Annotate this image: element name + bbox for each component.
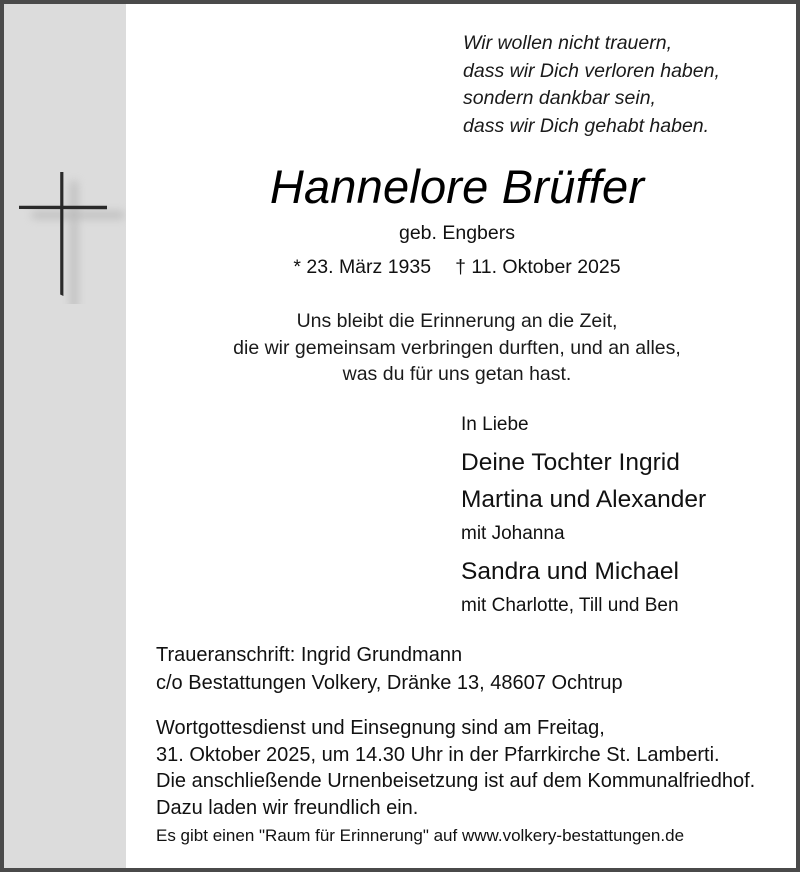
condolence-address	[156, 641, 623, 697]
verse-line-1: Uns bleibt die Erinnerung an die Zeit,	[296, 310, 618, 332]
service-line-2: 31. Oktober 2025, um 14.30 Uhr in der Pfarrkirche St. Lamberti.	[156, 743, 720, 766]
mourner-primary-2: Martina und Alexander	[461, 486, 707, 513]
memorial-website-note: Es gibt einen "Raum für Erinnerung" auf www.volkery-bestattungen.de	[156, 826, 685, 845]
content-area	[126, 4, 796, 868]
service-details	[156, 715, 755, 821]
epigraph	[463, 30, 720, 140]
address-line-1: Traueranschrift: Ingrid Grundmann	[156, 644, 463, 666]
cross-icon	[4, 164, 126, 304]
death-date: † 11. Oktober 2025	[455, 256, 621, 278]
mourner-primary-3: Sandra und Michael	[461, 558, 679, 585]
mourner-secondary-2: mit Johanna	[461, 523, 565, 544]
mourners-block	[461, 413, 706, 618]
mourner-primary-1: Deine Tochter Ingrid	[461, 449, 680, 476]
birth-date: * 23. März 1935	[293, 256, 432, 278]
sidebar-panel	[4, 4, 126, 868]
epigraph-line-1: Wir wollen nicht trauern,	[463, 32, 672, 54]
epigraph-line-4: dass wir Dich gehabt haben.	[463, 114, 710, 137]
deceased-dates	[126, 256, 796, 279]
service-line-4: Dazu laden wir freundlich ein.	[156, 796, 419, 819]
mourner-secondary-3: mit Charlotte, Till und Ben	[461, 595, 679, 616]
service-line-1: Wortgottesdienst und Einsegnung sind am Freitag,	[156, 717, 605, 739]
deceased-maiden-name: geb. Engbers	[398, 222, 515, 244]
deceased-name: Hannelore Brüffer	[269, 160, 645, 213]
verse-line-3: was du für uns getan hast.	[342, 363, 572, 385]
memorial-verse	[126, 308, 796, 388]
address-line-2: c/o Bestattungen Volkery, Dränke 13, 48607 Ochtrup	[156, 672, 623, 694]
epigraph-line-3: sondern dankbar sein,	[463, 87, 656, 109]
verse-line-2: die wir gemeinsam verbringen durften, und an alles,	[233, 336, 681, 359]
mourners-intro: In Liebe	[461, 414, 529, 435]
service-line-3: Die anschließende Urnenbeisetzung ist auf dem Kommunalfriedhof.	[156, 770, 756, 792]
epigraph-line-2: dass wir Dich verloren haben,	[463, 59, 720, 82]
